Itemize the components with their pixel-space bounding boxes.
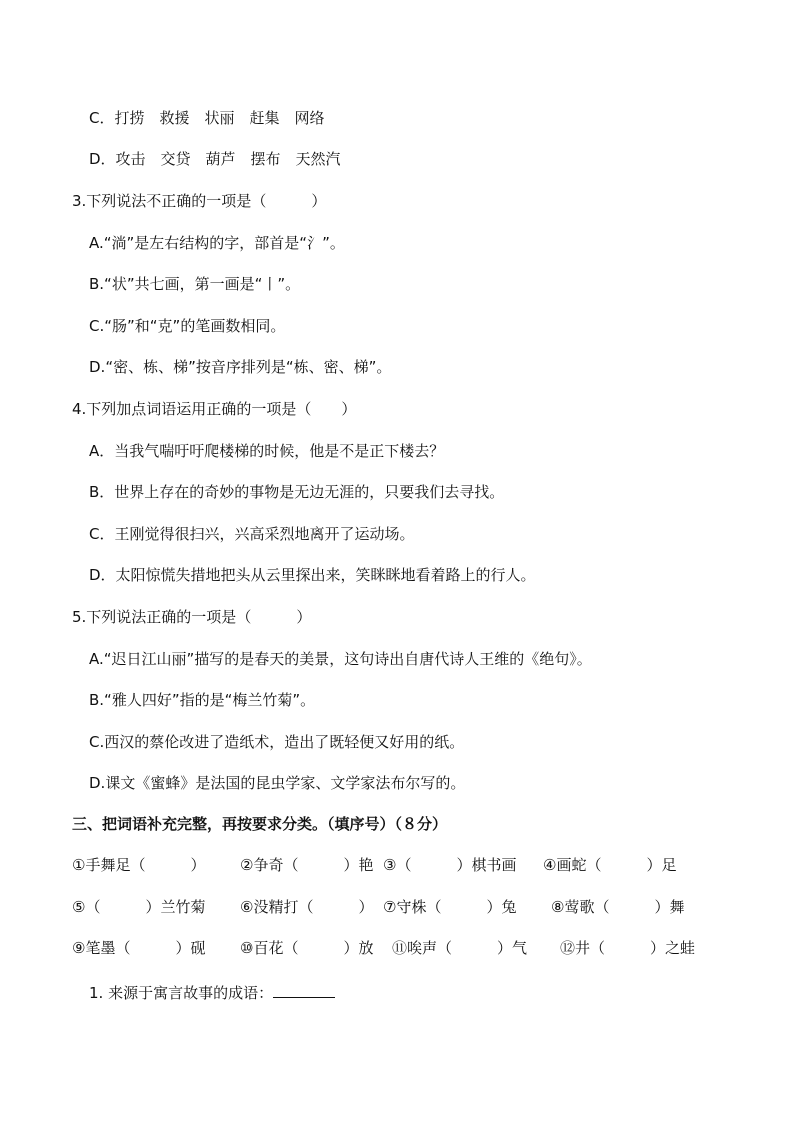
idiom-item: ⑩百花（ ）放 bbox=[240, 939, 374, 957]
idiom-item: ⑦守株（ ）兔 bbox=[383, 898, 517, 916]
q4-option-d: D．太阳惊慌失措地把头从云里探出来，笑眯眯地看着路上的行人。 bbox=[89, 566, 536, 584]
q4-option-a: A．当我气喘吁吁爬楼梯的时候，他是不是正下楼去？ bbox=[89, 442, 445, 460]
q5-option-c: C.西汉的蔡伦改进了造纸术，造出了既轻便又好用的纸。 bbox=[89, 733, 465, 751]
idiom-item: ⑪唉声（ ）气 bbox=[392, 939, 528, 957]
idiom-item: ⑧莺歌（ ）舞 bbox=[551, 898, 685, 916]
subquestion-1 bbox=[89, 983, 335, 1003]
q3-option-d: D.“密、栋、梯”按音序排列是“栋、密、梯”。 bbox=[89, 358, 392, 376]
answer-blank[interactable] bbox=[273, 983, 335, 998]
q4-stem: 4.下列加点词语运用正确的一项是（ ） bbox=[72, 400, 357, 418]
q4-option-b: B．世界上存在的奇妙的事物是无边无涯的，只要我们去寻找。 bbox=[89, 483, 505, 501]
idiom-item: ①手舞足（ ） bbox=[72, 856, 206, 874]
idiom-item: ③（ ）棋书画 bbox=[383, 856, 517, 874]
q3-option-c: C.“肠”和“克”的笔画数相同。 bbox=[89, 317, 286, 335]
idiom-item: ⑫井（ ）之蛙 bbox=[560, 939, 696, 957]
q5-option-a: A.“迟日江山丽”描写的是春天的美景，这句诗出自唐代诗人王维的《绝句》。 bbox=[89, 650, 592, 668]
idiom-item: ⑨笔墨（ ）砚 bbox=[72, 939, 206, 957]
q3-stem: 3.下列说法不正确的一项是（ ） bbox=[72, 192, 327, 210]
idiom-item: ④画蛇（ ）足 bbox=[543, 856, 677, 874]
q3-option-a: A.“淌”是左右结构的字，部首是“氵”。 bbox=[89, 234, 345, 252]
q5-option-b: B.“雅人四好”指的是“梅兰竹菊”。 bbox=[89, 691, 316, 709]
subquestion-1-label: 1. 来源于寓言故事的成语： bbox=[89, 984, 274, 1002]
idiom-item: ②争奇（ ）艳 bbox=[240, 856, 374, 874]
q4-option-c: C．王刚觉得很扫兴，兴高采烈地离开了运动场。 bbox=[89, 525, 415, 543]
q3-option-b: B.“状”共七画，第一画是“丨”。 bbox=[89, 275, 301, 293]
section3-title: 三、把词语补充完整，再按要求分类。（填序号）（８分） bbox=[72, 815, 448, 833]
q5-stem: 5.下列说法正确的一项是（ ） bbox=[72, 608, 312, 626]
idiom-item: ⑤（ ）兰竹菊 bbox=[72, 898, 206, 916]
q5-option-d: D.课文《蜜蜂》是法国的昆虫学家、文学家法布尔写的。 bbox=[89, 774, 466, 792]
q2-option-c: C．打捞 救援 状丽 赶集 网络 bbox=[89, 109, 325, 127]
q2-option-d: D．攻击 交贷 葫芦 摆布 天然汽 bbox=[89, 150, 341, 168]
idiom-item: ⑥没精打（ ） bbox=[240, 898, 374, 916]
